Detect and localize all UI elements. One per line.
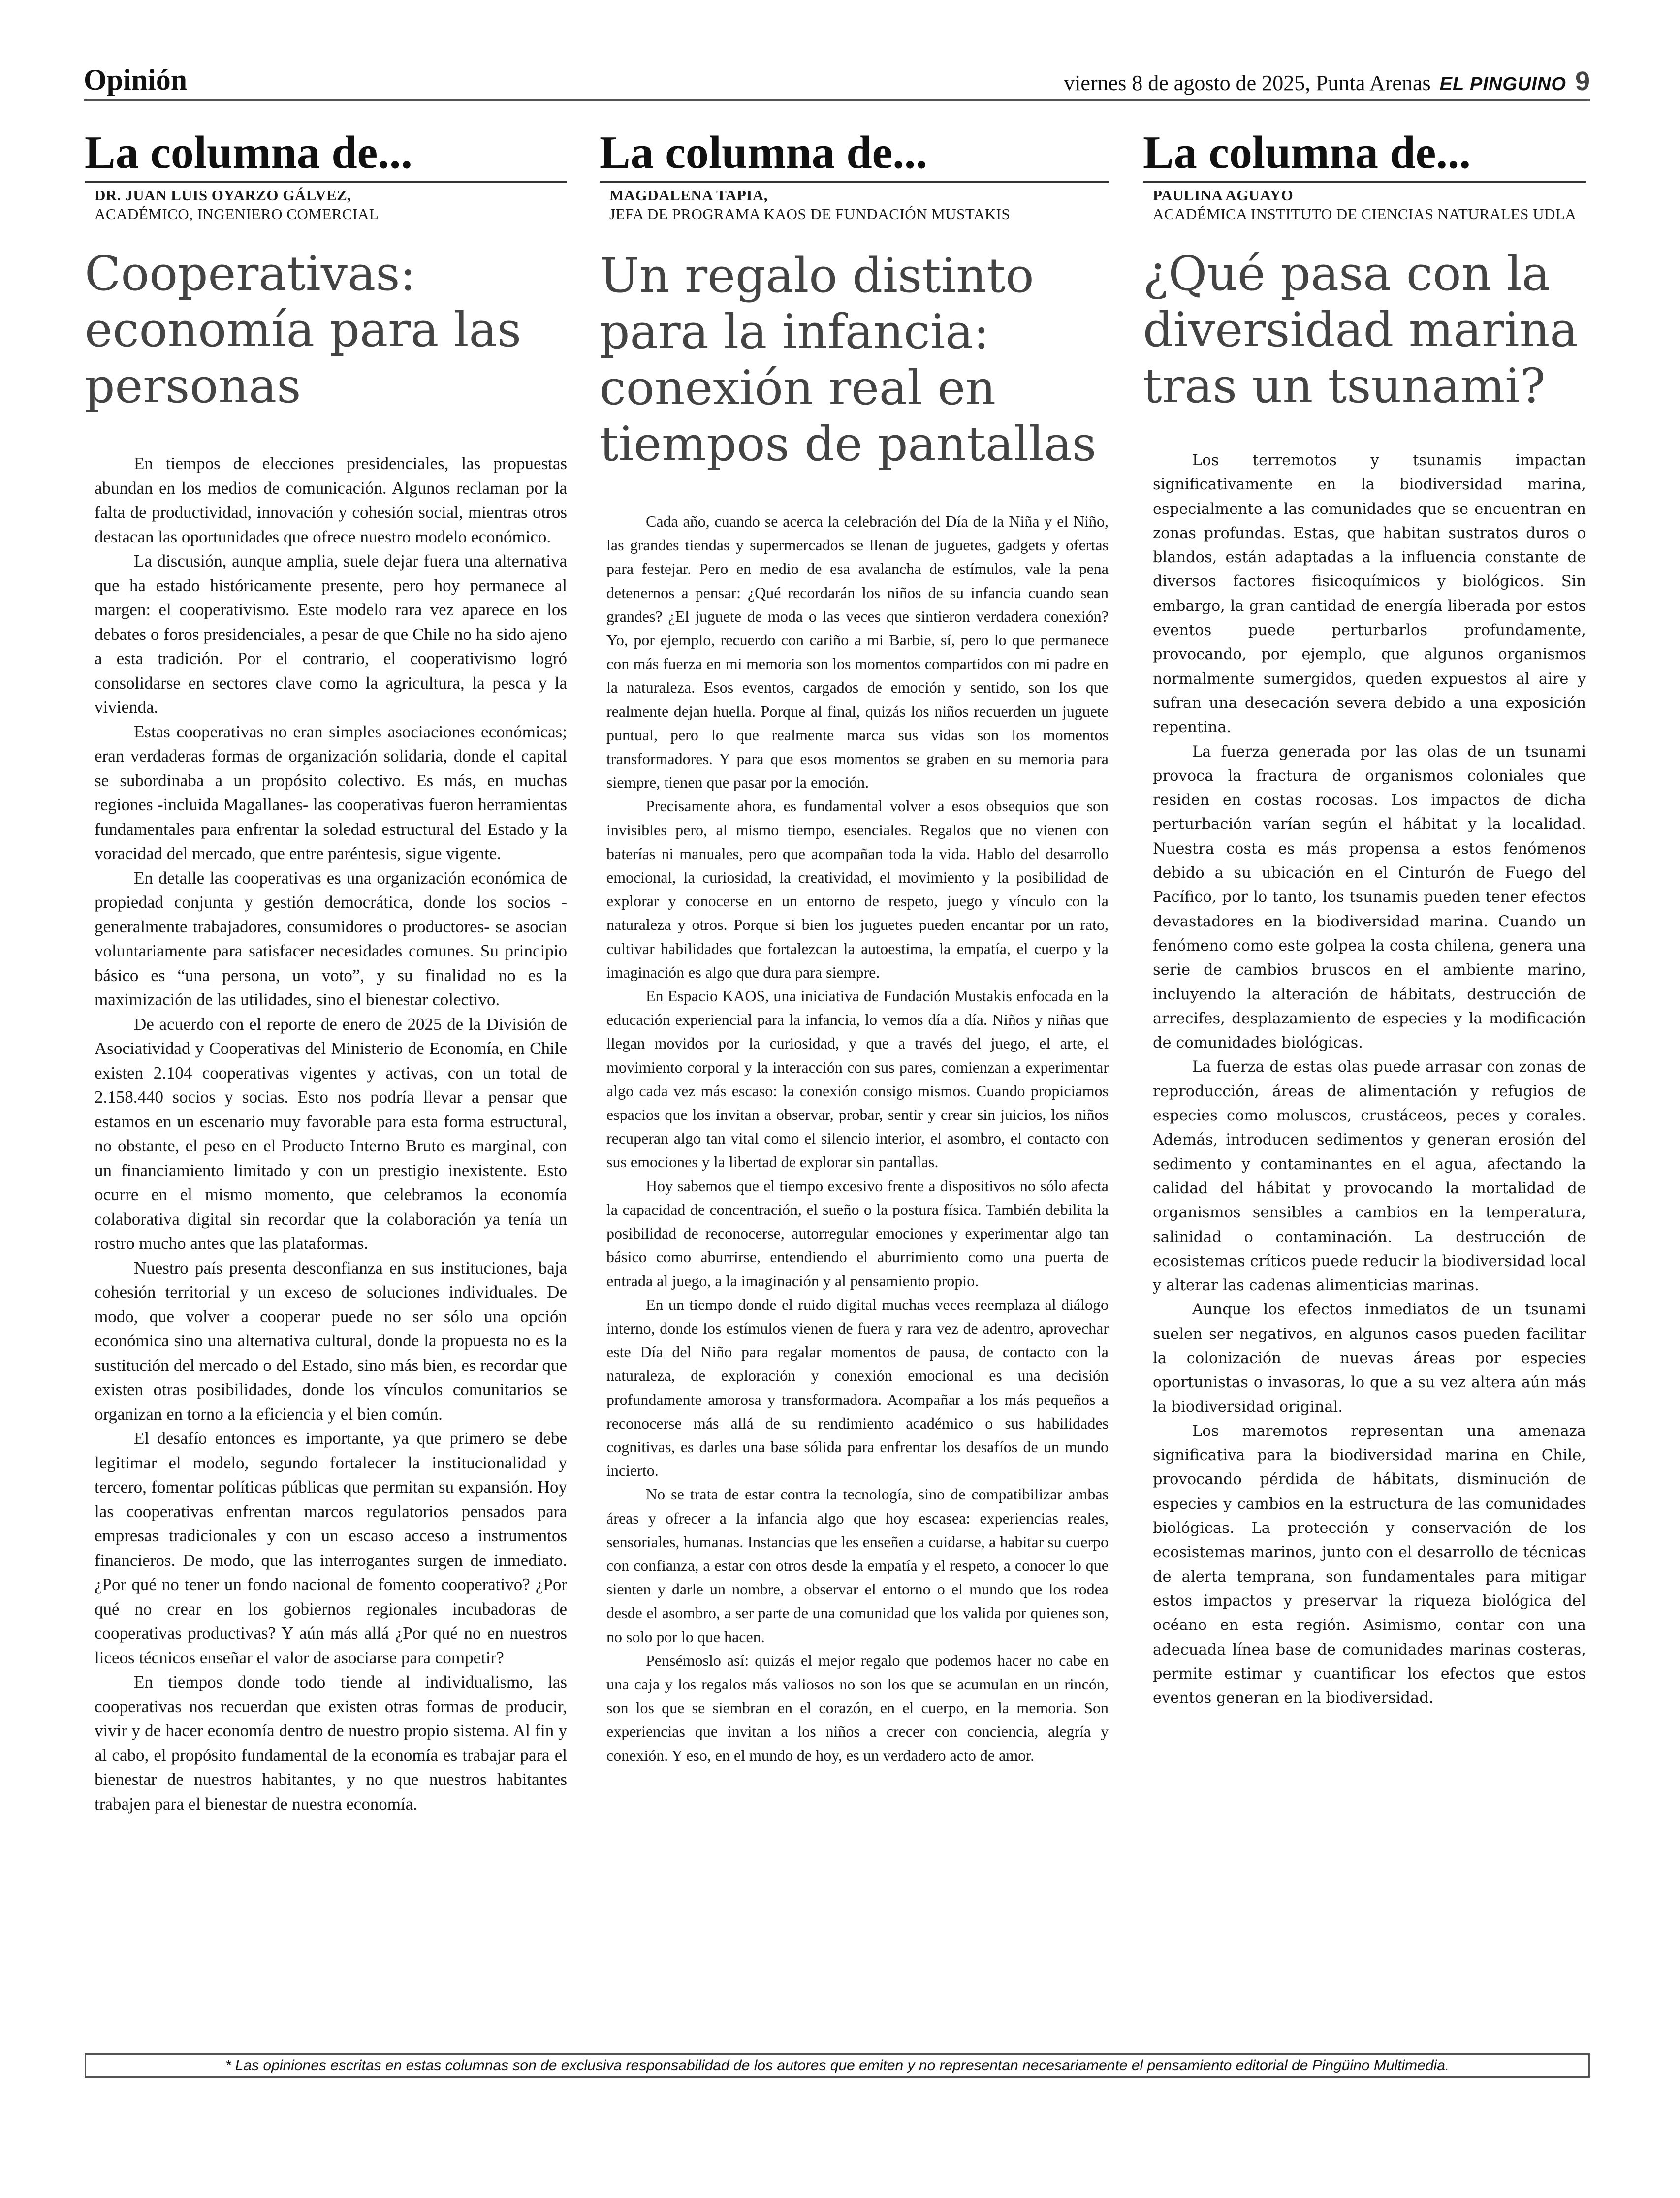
section-name: Opinión [84,64,188,96]
paragraph: En detalle las cooperativas es una organización económica de propiedad conjunta y gestión democrática, donde los socios -generalmente trabajadores, consumidores o productores- se asocian voluntariamente para satisfacer necesidades comunes. Su principio básico es “una persona, un voto”, y su finalidad no es la maximización de las utilidades, sino el bienestar colectivo. [95,868,567,1009]
author-role: ACADÉMICO, INGENIERO COMERCIAL [95,205,379,223]
author-name: PAULINA AGUAYO [1153,187,1294,204]
paragraph: Cada año, cuando se acerca la celebración del Día de la Niña y el Niño, las grandes tiendas y supermercados se llenan de juguetes, gadgets y ofertas para festejar. Pero en medio de esa avalancha de estímulos, vale la pena detenernos a pensar: ¿Qué recordarán los niños de su infancia cuando sean grandes? ¿El juguete de moda o las veces que sintieron verdadera conexión? Yo, por ejemplo, recuerdo con cariño a mi Barbie, sí, pero lo que permanece con más fuerza en mi memoria son los momentos compartidos con mi padre en la naturaleza. Esos eventos, cargados de emoción y sentido, son los que realmente dejan huella. Porque al final, quizás los niños recuerden un juguete puntual, pero lo que realmente marca sus vidas son los momentos transformadores. Y para que esos momentos se graben en su memoria para siempre, tienen que pasar por la emoción. [606,512,1109,792]
article-title: Cooperativas: economía para las personas [85,246,522,414]
author-name: MAGDALENA TAPIA, [609,187,768,204]
author-role: ACADÉMICA INSTITUTO DE CIENCIAS NATURALES UDLA [1153,205,1577,223]
paragraph: En tiempos donde todo tiende al individualismo, las cooperativas nos recuerdan que existen otras formas de producir, vivir y de hacer economía dentro de nuestro propio sistema. Al fin y al cabo, el propósito fundamental de la economía es trabajar para el bienestar de nuestros habitantes, y no que nuestros habitantes trabajen para el bienestar de nuestra economía. [95,1672,567,1814]
column-kicker: La columna de... [600,129,1109,183]
paragraph: Estas cooperativas no eran simples asociaciones económicas; eran verdaderas formas de organización solidaria, donde el capital se subordinaba a un propósito colectivo. Es más, en muchas regiones -incluida Magallanes- las cooperativas fueron herramientas fundamentales para enfrentar la soledad estructural del Estado y la voracidad del mercado, que entre paréntesis, sigue vigente. [95,722,567,863]
page-number: 9 [1575,66,1590,96]
author-role: JEFA DE PROGRAMA KAOS DE FUNDACIÓN MUSTAKIS [609,205,1011,223]
article-body [600,510,1109,1767]
column-oyarzo [85,129,567,1816]
paragraph: Aunque los efectos inmediatos de un tsunami suelen ser negativos, en algunos casos pueden facilitar la colonización de nuevas áreas por especies oportunistas o invasoras, lo que a su vez altera aún más la biodiversidad original. [1153,1301,1586,1416]
header-info [1064,66,1590,96]
paragraph: La fuerza generada por las olas de un tsunami provoca la fractura de organismos coloniales que residen en costas rocosas. Los impactos de dicha perturbación varían según el hábitat y la localidad. Nuestra costa es más propensa a estos fenómenos debido a su ubicación en el Cinturón de Fuego del Pacífico, por lo tanto, los tsunamis pueden tener efectos devastadores en la biodiversidad marina. Cuando un fenómeno como este golpea la costa chilena, genera una serie de cambios bruscos en el ambiente marino, incluyendo la alteración de hábitats, destrucción de arrecifes, desplazamiento de especies y la modificación de comunidades biológicas. [1153,743,1586,1052]
column-kicker: La columna de... [85,129,567,183]
dateline: viernes 8 de agosto de 2025, Punta Arenas [1064,71,1431,95]
author-name: DR. JUAN LUIS OYARZO GÁLVEZ, [95,187,351,204]
paragraph: En un tiempo donde el ruido digital muchas veces reemplaza al diálogo interno, donde los estímulos vienen de fuera y rara vez de adentro, aprovechar este Día del Niño para regalar momentos de pausa, de contacto con la naturaleza, de exploración y conexión emocional es una decisión profundamente amorosa y transformadora. Acompañar a los más pequeños a reconocerse más allá de su rendimiento académico o sus habilidades cognitivas, es darles una base sólida para enfrentar los desafíos de un mundo incierto. [606,1295,1109,1480]
column-kicker: La columna de... [1143,129,1586,183]
column-tapia [600,129,1109,1767]
article-title: Un regalo distinto para la infancia: conexión real en tiempos de pantallas [600,248,1097,472]
column-aguayo [1143,129,1586,1710]
paragraph: Los terremotos y tsunamis impactan significativamente en la biodiversidad marina, especialmente a las comunidades que se encuentran en zonas profundas. Estas, que habitan sustratos duros o blandos, están adaptadas a la influencia constante de diversos factores fisicoquímicos y biológicos. Sin embargo, la gran cantidad de energía liberada por estos eventos puede perturbarlos profundamente, provocando, por ejemplo, que algunos organismos normalmente sumergidos, queden expuestos al aire y sufran una desecación severa debido a una exposición repentina. [1153,452,1586,736]
article-title: ¿Qué pasa con la diversidad marina tras un tsunami? [1143,246,1578,414]
newspaper-logo: EL PINGUINO [1439,74,1566,95]
paragraph: Hoy sabemos que el tiempo excesivo frente a dispositivos no sólo afecta la capacidad de concentración, el sueño o la postura física. También debilita la posibilidad de reconocerse, autorregular emociones y experimentar algo tan básico como aburrirse, entendiendo el aburrimiento como una puerta de entrada al juego, a la imaginación y al pensamiento propio. [606,1177,1109,1290]
paragraph: No se trata de estar contra la tecnología, sino de compatibilizar ambas áreas y ofrecer a la infancia algo que hoy escasea: experiencias reales, sensoriales, humanas. Instancias que les enseñen a cuidarse, a habitar su cuerpo con confianza, a estar con otros desde la empatía y el respeto, a conocer lo que sienten y darle un nombre, a observar el entorno o el mundo que los rodea desde el asombro, a ser parte de una comunidad que los valida por quienes son, no solo por lo que hacen. [606,1485,1109,1646]
article-body [1143,448,1586,1710]
page-header [84,62,1590,101]
disclaimer-box: * Las opiniones escritas en estas columnas son de exclusiva responsabilidad de los autores que emiten y no representan necesariamente el pensamiento editorial de Pingüino Multimedia. [85,2053,1590,2078]
paragraph: La discusión, aunque amplia, suele dejar fuera una alternativa que ha estado históricamente presente, pero hoy permanece al margen: el cooperativismo. Este modelo rara vez aparece en los debates o foros presidenciales, a pesar de que Chile no ha sido ajeno a esta tradición. Por el contrario, el cooperativismo logró consolidarse en sectores clave como la agricultura, la pesca y la vivienda. [95,551,567,717]
paragraph: En tiempos de elecciones presidenciales, las propuestas abundan en los medios de comunicación. Algunos reclaman por la falta de productividad, innovación y cohesión social, mientras otros destacan las oportunidades que ofrece nuestro modelo económico. [95,454,567,546]
paragraph: De acuerdo con el reporte de enero de 2025 de la División de Asociatividad y Cooperativas del Ministerio de Economía, en Chile existen 2.104 cooperativas vigentes y activas, con un total de 2.158.440 socios y socias. Esto nos podría llevar a pensar que estamos en un escenario muy favorable para esta forma estructural, no obstante, el peso en el Producto Interno Bruto es marginal, con un financiamiento limitado y con un prestigio inexistente. Esto ocurre en el mismo momento, que celebramos la economía colaborativa digital sin recordar que la colaboración ya tenía un rostro mucho antes que las plataformas. [95,1014,567,1253]
paragraph: Precisamente ahora, es fundamental volver a esos obsequios que son invisibles pero, al mismo tiempo, esenciales. Regalos que no vienen con baterías ni manuales, pero que acompañan toda la vida. Hablo del desarrollo emocional, la curiosidad, la creatividad, el movimiento y la posibilidad de explorar y conocerse en un entorno de respeto, juego y vínculo con la naturaleza y otros. Porque si bien los juguetes pueden encantar por un rato, cultivar habilidades que fortalezcan la autoestima, la empatía, el cuerpo y la imaginación es algo que dura para siempre. [606,797,1109,981]
paragraph: Nuestro país presenta desconfianza en sus instituciones, baja cohesión territorial y un exceso de soluciones individuales. De modo, que volver a cooperar puede no ser sólo una opción económica sino una alternativa cultural, donde la propuesta no es la sustitución del mercado o del Estado, sino más bien, es recordar que existen otras posibilidades, donde los vínculos comunitarios se organizan en torno a la eficiencia y el bien común. [95,1258,567,1424]
paragraph: En Espacio KAOS, una iniciativa de Fundación Mustakis enfocada en la educación experiencial para la infancia, lo vemos día a día. Niños y niñas que llegan movidos por la curiosidad, y que a través del juego, el arte, el movimiento corporal y la interacción con sus pares, comienzan a experimentar algo cada vez más escaso: la conexión consigo mismos. Cuando propiciamos espacios que los invitan a observar, probar, sentir y crear sin juicios, los niños recuperan algo tan vital como el silencio interior, el asombro, el contacto con sus emociones y la libertad de explorar sin pantallas. [606,987,1109,1171]
paragraph: Pensémoslo así: quizás el mejor regalo que podemos hacer no cabe en una caja y los regalos más valiosos no son los que se acumulan en un rincón, son los que se siembran en el corazón, en el cuerpo, en la memoria. Son experiencias que invitan a los niños a crecer con conciencia, alegría y conexión. Y eso, en el mundo de hoy, es un verdadero acto de amor. [606,1651,1109,1764]
paragraph: La fuerza de estas olas puede arrasar con zonas de reproducción, áreas de alimentación y refugios de especies como moluscos, crustáceos, peces y corales. Además, introducen sedimentos y generan erosión del sedimento y contaminantes en el agua, afectando la calidad del hábitat y provocando la mortalidad de organismos sensibles a cambios en la temperatura, salinidad o contaminación. La destrucción de ecosistemas críticos puede reducir la biodiversidad local y alterar las cadenas alimenticias marinas. [1153,1058,1586,1295]
article-body [85,451,567,1816]
paragraph: El desafío entonces es importante, ya que primero se debe legitimar el modelo, segundo fortalecer la institucionalidad y tercero, fomentar políticas públicas que permitan su expansión. Hoy las cooperativas enfrentan marcos regulatorios pensados para empresas tradicionales y con un escaso acceso a instrumentos financieros. De modo, que las interrogantes surgen de inmediato. ¿Por qué no tener un fondo nacional de fomento cooperativo? ¿Por qué no crear en los gobiernos regionales incubadoras de cooperativas productivas? Y aún más allá ¿Por qué no en nuestros liceos técnicos enseñar el valor de asociarse para competir? [95,1429,567,1667]
paragraph: Los maremotos representan una amenaza significativa para la biodiversidad marina en Chile, provocando pérdida de hábitats, disminución de especies y cambios en la estructura de las comunidades biológicas. La protección y conservación de los ecosistemas marinos, junto con el desarrollo de técnicas de alerta temprana, son fundamentales para mitigar estos impactos y preservar la riqueza biológica del océano en esta región. Asimismo, contar con una adecuada línea base de comunidades marinas costeras, permite estimar y cuantificar los efectos que estos eventos generan en la biodiversidad. [1153,1422,1586,1707]
